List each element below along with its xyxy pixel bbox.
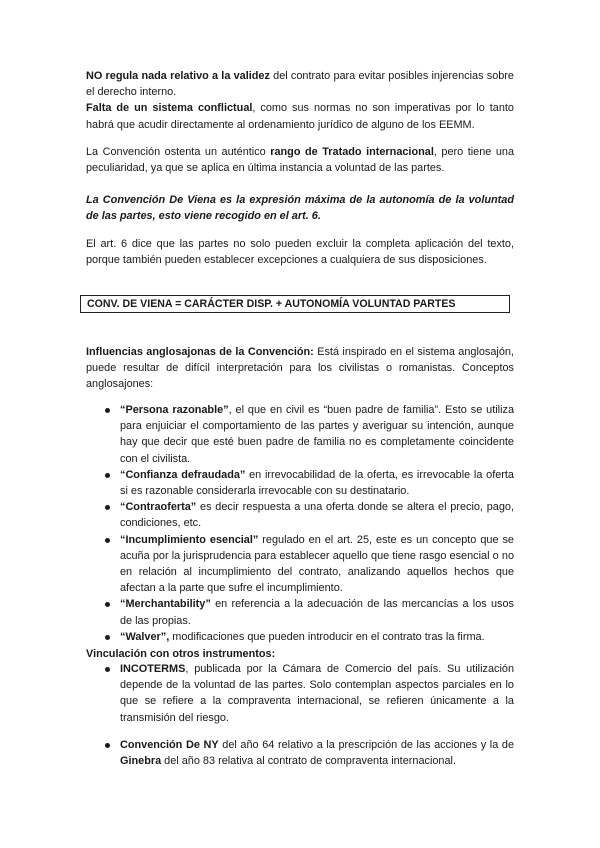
concept-text: en referencia a la adecuación de las mercancías a los usos de las propias. (120, 598, 514, 627)
concept-term: “Persona razonable” (120, 404, 229, 416)
list-item (120, 737, 514, 769)
concepts-list (120, 402, 514, 645)
paragraph-influencias (86, 344, 514, 393)
text-art-6: El art. 6 dice que las partes no solo pueden excluir la completa aplicación del texto, porque también pueden establecer excepciones a cualquiera de sus disposiciones. (86, 238, 514, 267)
text-rango-pre: La Convención ostenta un auténtico (86, 146, 271, 158)
concept-text: , el que en civil es “buen padre de familia”. Esto se utiliza para enjuiciar el comportamiento de las partes y averiguar su intención, aunque hay que decir que esté buen padre de familia no es completamente coincidente con el civilista. (120, 404, 514, 465)
paragraph-autonomia-voluntad (86, 192, 514, 224)
list-item (120, 499, 514, 531)
list-item (120, 467, 514, 499)
bold-validez: NO regula nada relativo a la validez (86, 70, 270, 82)
text-rango-post: , pero tiene una peculiaridad, ya que se aplica en última instancia a voluntad de las partes. (86, 146, 515, 175)
text-influencias: Está inspirado en el sistema anglosajón, puede resultar de difícil interpretación para los civilistas o romanistas. Conceptos anglosajones: (86, 346, 514, 391)
bullet-icon (105, 473, 110, 478)
summary-box-text: CONV. DE VIENA = CARÁCTER DISP. + AUTONOMÍA VOLUNTAD PARTES (87, 298, 456, 310)
concept-term: “Confianza defraudada” (120, 468, 246, 481)
list-item (120, 661, 514, 726)
bullet-icon (105, 505, 110, 510)
bullet-icon (105, 635, 110, 640)
summary-box (80, 295, 510, 313)
concept-term: “Merchantability” (120, 598, 211, 611)
concept-text: modificaciones que pueden introducir en el contrato tras la firma. (169, 630, 485, 643)
bold-rango-tratado: rango de Tratado internacional (270, 146, 434, 158)
list-item (120, 402, 514, 467)
list-item (120, 629, 514, 645)
bullet-icon (105, 667, 110, 672)
bullet-icon (105, 538, 110, 543)
concept-term: “Incumplimiento esencial” (120, 533, 259, 546)
paragraph-rango-tratado (86, 144, 514, 176)
paragraph-validez (86, 68, 514, 133)
instruments-list (120, 661, 514, 726)
bold-sistema-conflictual: Falta de un sistema conflictual (86, 102, 253, 115)
instrument-text-2: del año 83 relativa al contrato de compraventa internacional. (161, 755, 456, 768)
list-item (120, 532, 514, 597)
instruments-list-2 (120, 737, 514, 769)
concept-text: es decir respuesta a una oferta donde se altera el precio, pago, condiciones, etc. (120, 501, 514, 530)
bullet-icon (105, 408, 110, 413)
bullet-icon (105, 602, 110, 607)
concept-term: “Walver”, (120, 630, 170, 643)
instrument-term: Convención De NY (120, 739, 219, 751)
instrument-term-2: Ginebra (120, 755, 162, 768)
concept-term: “Contraoferta” (120, 501, 197, 514)
paragraph-art-6 (86, 236, 514, 268)
list-item (120, 596, 514, 628)
concept-text: en irrevocabilidad de la oferta, es irrevocable la oferta si es razonable considerarla irrevocable con su destinatario. (120, 468, 514, 498)
instrument-term: INCOTERMS (120, 663, 186, 675)
instrument-text: , publicada por la Cámara de Comercio del país. Su utilización depende de la voluntad de las partes. Solo contemplan aspectos parciales en lo que se refiere a la compraventa internacional, se refieren únicamente a la transmisión del riesgo. (120, 663, 514, 724)
bold-influencias: Influencias anglosajonas de la Convención: (86, 346, 314, 358)
instrument-text: del año 64 relativo a la prescripción de las acciones y la de (218, 739, 515, 751)
text-sistema-conflictual: , como sus normas no son imperativas por lo tanto habrá que acudir directamente al ordenamiento jurídico de alguno de los EEMM. (86, 102, 514, 131)
bullet-icon (105, 743, 110, 748)
concept-text: regulado en el art. 25, este es un concepto que se acuña por la jurisprudencia para establecer aquello que tiene rasgo esencial o no en relación al incumplimiento del contrato, analizando aquellos hechos que afectan a la parte que sufre el incumplimiento. (120, 533, 514, 595)
bold-italic-autonomia: La Convención De Viena es la expresión máxima de la autonomía de la voluntad de las partes, esto viene recogido en el art. 6. (86, 194, 514, 223)
text-validez: del contrato para evitar posibles injerencias sobre el derecho interno. (86, 70, 514, 99)
vinculacion-heading: Vinculación con otros instrumentos: (86, 648, 276, 660)
